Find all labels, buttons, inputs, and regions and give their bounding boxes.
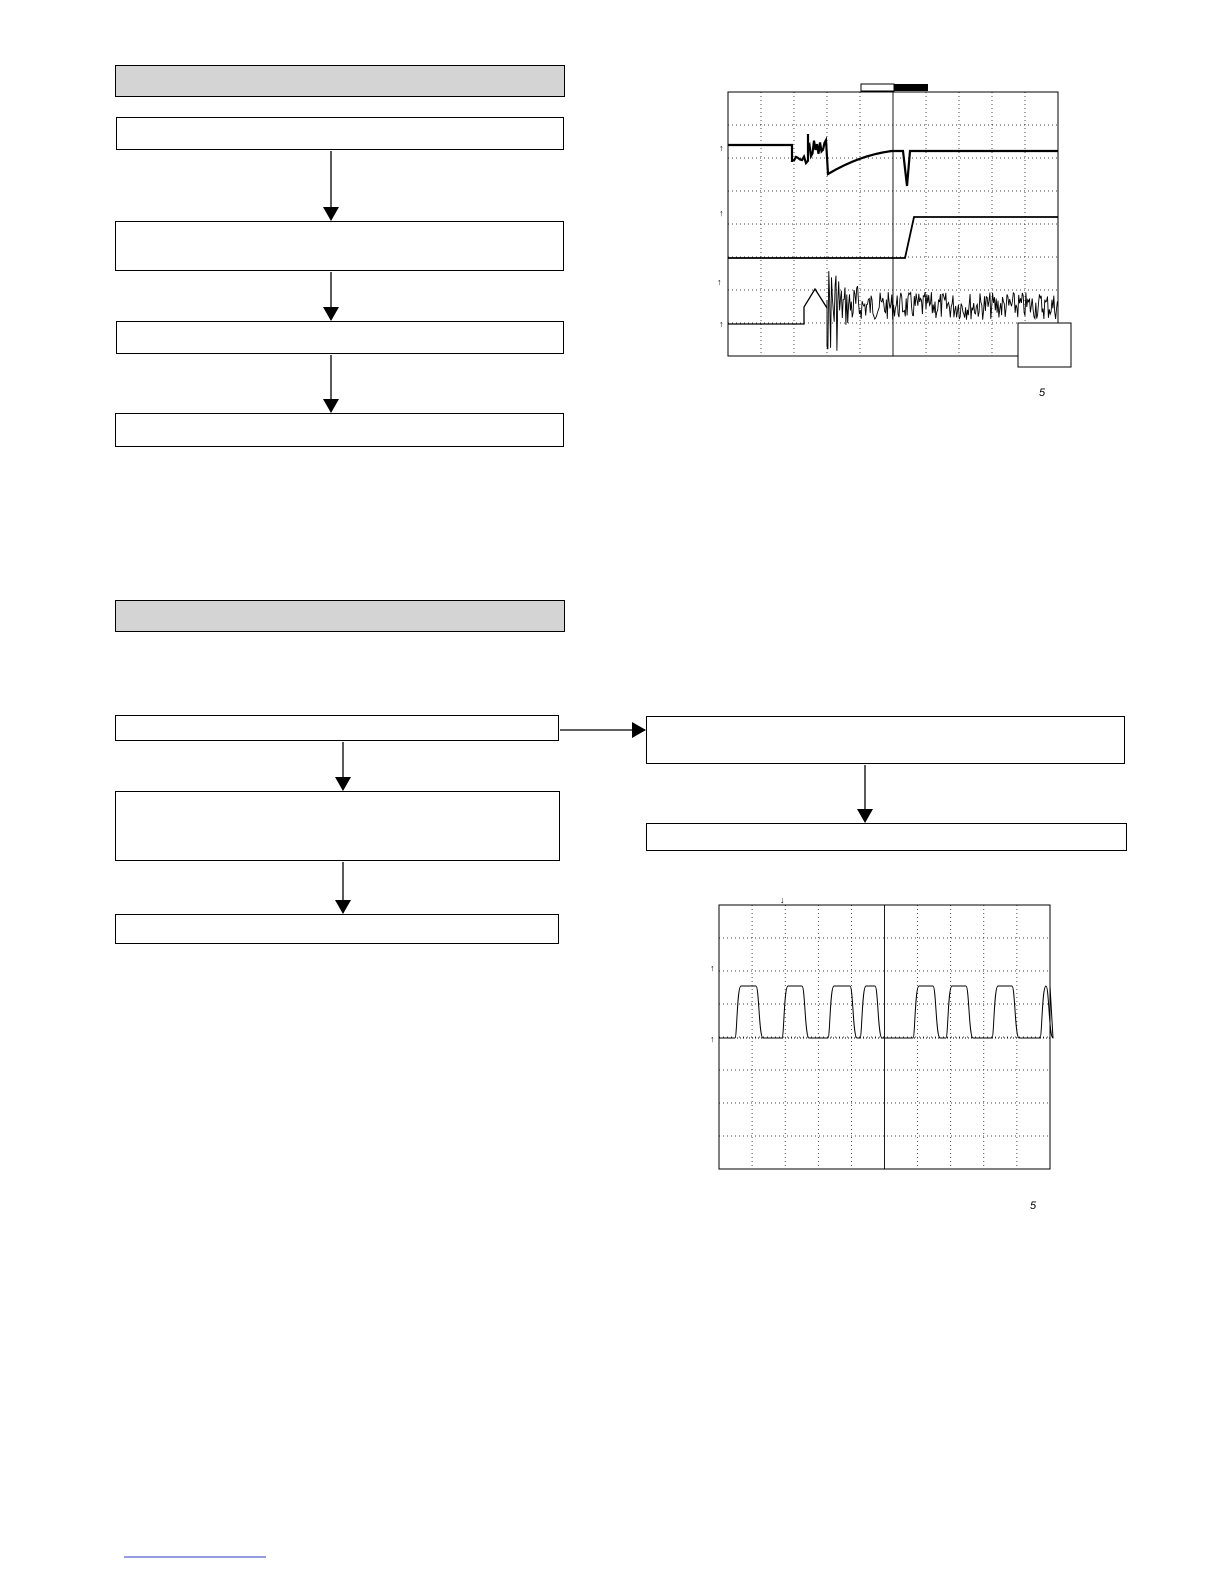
scope1-ch4-marker: ↑ [719,319,724,329]
scope2-ch2-marker: ↑ [710,1034,715,1044]
scope1-ch2-marker: ↑ [719,208,724,218]
scope1-ch1-marker: ↑ [719,143,724,153]
scope2-ch1-marker: ↑ [710,963,715,973]
scope2-trigger-marker: ↓ [780,895,785,905]
scope1-figure-number: 5 [1039,387,1046,399]
scope2-figure-number: 5 [1030,1200,1037,1212]
scope1-ch3-marker: ↑ [717,277,722,287]
